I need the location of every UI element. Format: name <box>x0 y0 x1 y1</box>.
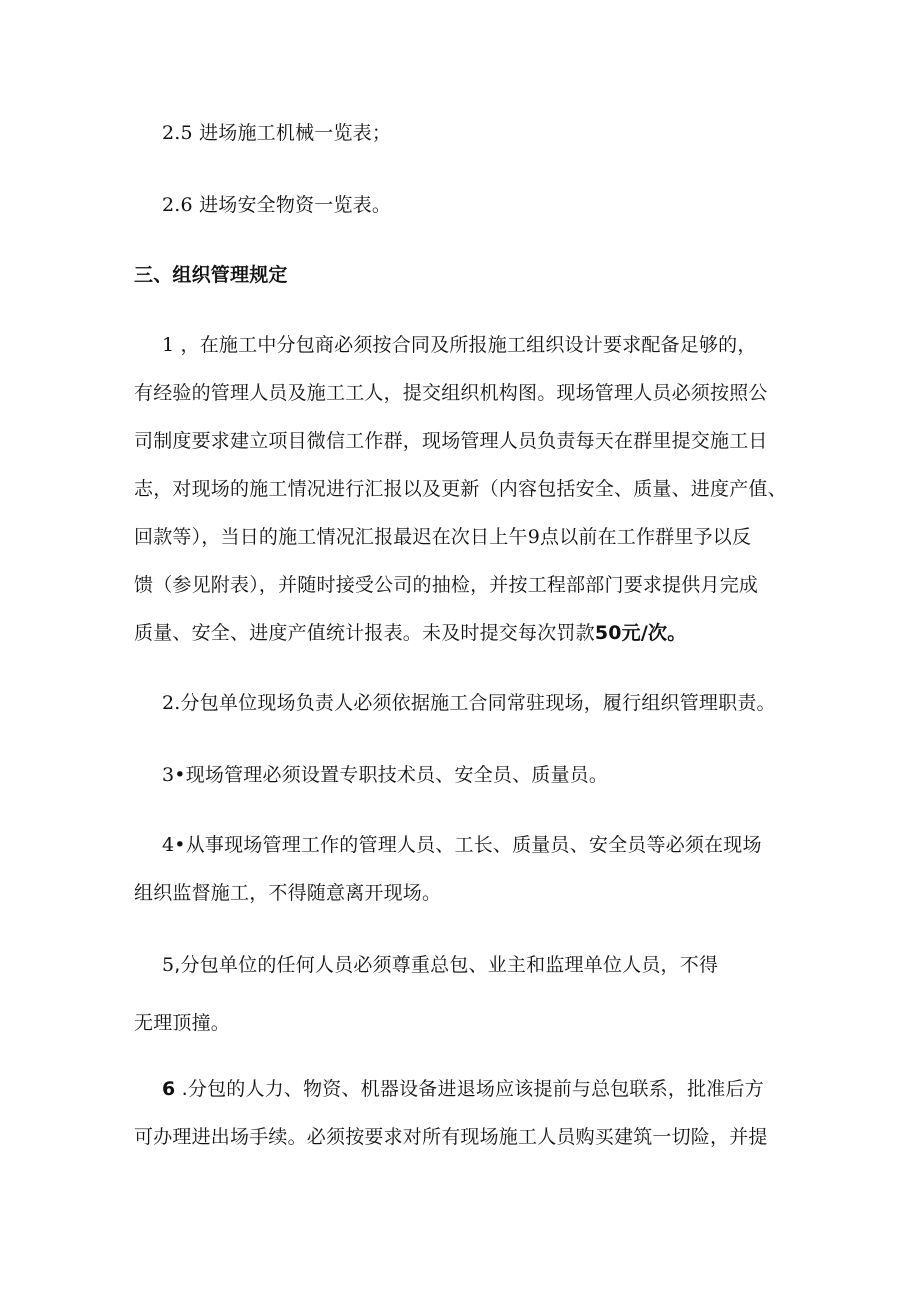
paragraph-text: 点以前在工作群里予以反 <box>540 526 752 548</box>
item-text: 进场施工机械一览表； <box>192 122 392 144</box>
paragraph-line <box>162 332 757 358</box>
paragraph-number: 2. <box>162 692 181 714</box>
paragraph-line: 可办理进出场手续。必须按要求对所有现场施工人员购买建筑一切险，并提 <box>134 1126 768 1148</box>
list-item-2-6 <box>162 192 391 218</box>
paragraph-text: ,分包单位的任何人员必须尊重总包、业主和监理单位人员，不得 <box>174 954 719 976</box>
paragraph-text: •从事现场管理工作的管理人员、工长、质量员、安全员等必须在现场 <box>174 834 762 856</box>
list-item-2-5 <box>162 120 391 146</box>
paragraph-number: 3 <box>162 764 175 786</box>
paragraph-text: •现场管理必须设置专职技术员、安全员、质量员。 <box>174 764 609 786</box>
paragraph-line <box>162 832 762 858</box>
item-number: 2.5 <box>162 122 193 144</box>
section-heading: 三、组织管理规定 <box>134 264 288 286</box>
paragraph-number: 5 <box>162 954 175 976</box>
paragraph-2 <box>162 690 776 716</box>
paragraph-line: 有经验的管理人员及施工工人，提交组织机构图。现场管理人员必须按照公 <box>134 382 768 404</box>
paragraph-line: 馈（参见附表），并随时接受公司的抽检，并按工程部部门要求提供月完成 <box>134 574 759 596</box>
paragraph-text: 回款等），当日的施工情况汇报最迟在次日上午 <box>134 526 528 548</box>
paragraph-number: 6 <box>162 1078 176 1100</box>
paragraph-line: 无理顶撞。 <box>134 1012 231 1034</box>
penalty-amount: 50元/次。 <box>594 622 687 644</box>
paragraph-line <box>162 952 718 978</box>
paragraph-text: 质量、安全、进度产值统计报表。未及时提交每次罚款 <box>134 622 595 644</box>
paragraph-line <box>134 620 686 646</box>
paragraph-line <box>162 1076 764 1102</box>
paragraph-text: ，在施工中分包商必须按合同及所报施工组织设计要求配备足够的， <box>174 334 757 356</box>
paragraph-line: 组织监督施工，不得随意离开现场。 <box>134 882 442 904</box>
paragraph-number: 1 <box>162 334 175 356</box>
paragraph-text: 分包单位现场负责人必须依据施工合同常驻现场，履行组织管理职责。 <box>180 692 776 714</box>
paragraph-line: 志，对现场的施工情况进行汇报以及更新（内容包括安全、质量、进度产值、 <box>134 478 787 500</box>
paragraph-text: .分包的人力、物资、机器设备进退场应该提前与总包联系，批准后方 <box>175 1078 764 1100</box>
inline-number: 9 <box>527 526 540 548</box>
item-number: 2.6 <box>162 194 193 216</box>
paragraph-line: 司制度要求建立项目微信工作群，现场管理人员负责每天在群里提交施工日 <box>134 430 768 452</box>
paragraph-line <box>134 524 751 550</box>
paragraph-number: 4 <box>162 834 175 856</box>
item-text: 进场安全物资一览表。 <box>192 194 392 216</box>
paragraph-3 <box>162 762 608 788</box>
